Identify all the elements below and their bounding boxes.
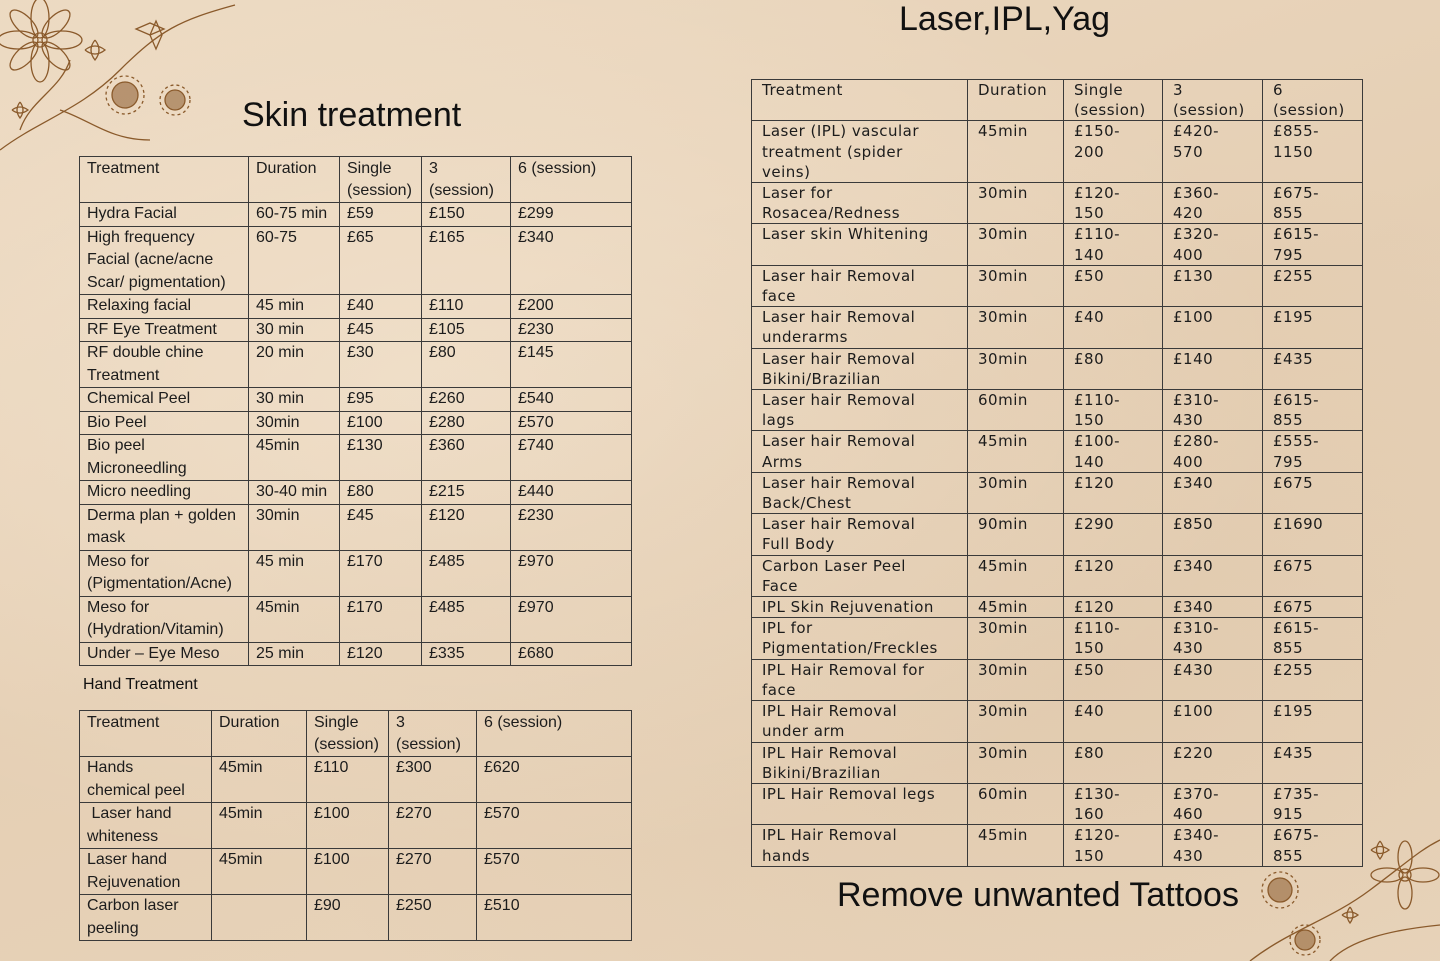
cell-duration: 30min xyxy=(249,411,340,435)
cell-treatment: IPL for Pigmentation/Freckles xyxy=(752,618,968,659)
laser-ipl-yag-heading: Laser,IPL,Yag xyxy=(899,0,1111,38)
cell-three-sessions: £105 xyxy=(422,318,511,342)
table-header-row xyxy=(80,157,632,203)
table-row xyxy=(752,825,1363,866)
table-row xyxy=(80,550,632,596)
cell-three-sessions: £270 xyxy=(389,849,477,895)
table-row xyxy=(752,555,1363,596)
cell-duration: 45min xyxy=(968,121,1064,183)
cell-single-session: £50 xyxy=(1064,659,1163,700)
cell-single-session: £120 xyxy=(340,642,422,666)
cell-treatment: Under – Eye Meso xyxy=(80,642,249,666)
cell-single-session: £120- 150 xyxy=(1064,183,1163,224)
table-row xyxy=(80,803,632,849)
cell-duration: 60min xyxy=(968,390,1064,431)
cell-six-sessions: £435 xyxy=(1263,348,1363,389)
cell-treatment: Derma plan + golden mask xyxy=(80,504,249,550)
cell-duration: 30-40 min xyxy=(249,481,340,505)
table-row xyxy=(752,514,1363,555)
cell-treatment: Carbon Laser Peel Face xyxy=(752,555,968,596)
table-row xyxy=(80,481,632,505)
cell-treatment: IPL Hair Removal legs xyxy=(752,783,968,824)
column-header-treatment: Treatment xyxy=(80,711,212,757)
cell-treatment: Meso for (Pigmentation/Acne) xyxy=(80,550,249,596)
cell-three-sessions: £100 xyxy=(1163,701,1263,742)
cell-duration: 45min xyxy=(968,825,1064,866)
cell-six-sessions: £570 xyxy=(477,849,632,895)
cell-single-session: £40 xyxy=(340,295,422,319)
cell-six-sessions: £675 xyxy=(1263,472,1363,513)
cell-six-sessions: £615- 795 xyxy=(1263,224,1363,265)
cell-duration: 30min xyxy=(968,618,1064,659)
cell-duration xyxy=(212,895,307,941)
cell-duration: 60-75 min xyxy=(249,203,340,227)
column-header-single-session: Single (session) xyxy=(1064,80,1163,121)
column-header-single-session: Single (session) xyxy=(340,157,422,203)
cell-single-session: £45 xyxy=(340,504,422,550)
cell-six-sessions: £735- 915 xyxy=(1263,783,1363,824)
cell-treatment: Laser hair Removal Full Body xyxy=(752,514,968,555)
cell-treatment: Bio Peel xyxy=(80,411,249,435)
cell-single-session: £65 xyxy=(340,226,422,295)
cell-single-session: £80 xyxy=(1064,348,1163,389)
cell-three-sessions: £165 xyxy=(422,226,511,295)
cell-single-session: £120- 150 xyxy=(1064,825,1163,866)
cell-six-sessions: £230 xyxy=(511,504,632,550)
cell-duration: 25 min xyxy=(249,642,340,666)
cell-duration: 45min xyxy=(212,849,307,895)
table-row xyxy=(752,659,1363,700)
cell-duration: 45min xyxy=(968,597,1064,618)
table-header-row xyxy=(752,80,1363,121)
cell-duration: 30 min xyxy=(249,318,340,342)
cell-six-sessions: £675- 855 xyxy=(1263,825,1363,866)
hand-treatment-heading: Hand Treatment xyxy=(83,676,198,693)
cell-single-session: £30 xyxy=(340,342,422,388)
cell-three-sessions: £360 xyxy=(422,435,511,481)
cell-three-sessions: £310- 430 xyxy=(1163,618,1263,659)
cell-six-sessions: £440 xyxy=(511,481,632,505)
cell-duration: 30min xyxy=(968,701,1064,742)
table-row xyxy=(752,307,1363,348)
cell-three-sessions: £130 xyxy=(1163,265,1263,306)
table-row xyxy=(80,295,632,319)
table-row xyxy=(752,431,1363,472)
cell-duration: 30min xyxy=(968,224,1064,265)
cell-duration: 45 min xyxy=(249,550,340,596)
cell-three-sessions: £340 xyxy=(1163,597,1263,618)
table-row xyxy=(752,783,1363,824)
table-row xyxy=(752,701,1363,742)
cell-treatment: Laser hair Removal lags xyxy=(752,390,968,431)
table-row xyxy=(752,224,1363,265)
cell-duration: 30min xyxy=(249,504,340,550)
cell-treatment: IPL Hair Removal hands xyxy=(752,825,968,866)
cell-six-sessions: £615- 855 xyxy=(1263,618,1363,659)
cell-single-session: £170 xyxy=(340,550,422,596)
skin-treatment-price-table xyxy=(79,156,632,666)
cell-six-sessions: £620 xyxy=(477,757,632,803)
cell-single-session: £170 xyxy=(340,596,422,642)
cell-three-sessions: £340 xyxy=(1163,472,1263,513)
cell-three-sessions: £310- 430 xyxy=(1163,390,1263,431)
cell-treatment: Relaxing facial xyxy=(80,295,249,319)
cell-six-sessions: £555- 795 xyxy=(1263,431,1363,472)
cell-three-sessions: £280 xyxy=(422,411,511,435)
cell-six-sessions: £200 xyxy=(511,295,632,319)
cell-duration: 90min xyxy=(968,514,1064,555)
column-header-duration: Duration xyxy=(212,711,307,757)
cell-duration: 60min xyxy=(968,783,1064,824)
cell-duration: 60-75 xyxy=(249,226,340,295)
table-row xyxy=(80,757,632,803)
table-row xyxy=(80,504,632,550)
column-header-duration: Duration xyxy=(249,157,340,203)
cell-six-sessions: £855- 1150 xyxy=(1263,121,1363,183)
cell-six-sessions: £680 xyxy=(511,642,632,666)
cell-treatment: Laser skin Whitening xyxy=(752,224,968,265)
cell-duration: 30 min xyxy=(249,388,340,412)
cell-duration: 30min xyxy=(968,742,1064,783)
column-header-three-sessions: 3 (session) xyxy=(422,157,511,203)
cell-duration: 45 min xyxy=(249,295,340,319)
table-row xyxy=(752,742,1363,783)
cell-single-session: £110- 150 xyxy=(1064,390,1163,431)
cell-three-sessions: £280- 400 xyxy=(1163,431,1263,472)
cell-duration: 30min xyxy=(968,183,1064,224)
column-header-three-sessions: 3 (session) xyxy=(389,711,477,757)
cell-single-session: £80 xyxy=(340,481,422,505)
cell-single-session: £80 xyxy=(1064,742,1163,783)
table-row xyxy=(752,597,1363,618)
cell-six-sessions: £675- 855 xyxy=(1263,183,1363,224)
table-row xyxy=(80,411,632,435)
cell-six-sessions: £435 xyxy=(1263,742,1363,783)
cell-three-sessions: £270 xyxy=(389,803,477,849)
cell-treatment: Meso for (Hydration/Vitamin) xyxy=(80,596,249,642)
hand-treatment-price-table xyxy=(79,710,632,941)
cell-treatment: Hands chemical peel xyxy=(80,757,212,803)
table-row xyxy=(80,895,632,941)
cell-three-sessions: £215 xyxy=(422,481,511,505)
cell-treatment: Laser for Rosacea/Redness xyxy=(752,183,968,224)
table-row xyxy=(752,265,1363,306)
cell-treatment: Hydra Facial xyxy=(80,203,249,227)
cell-single-session: £45 xyxy=(340,318,422,342)
cell-treatment: Laser hand Rejuvenation xyxy=(80,849,212,895)
floral-decoration-top-left xyxy=(0,0,240,170)
cell-three-sessions: £850 xyxy=(1163,514,1263,555)
cell-duration: 45min xyxy=(212,757,307,803)
cell-six-sessions: £145 xyxy=(511,342,632,388)
cell-duration: 20 min xyxy=(249,342,340,388)
cell-single-session: £100 xyxy=(340,411,422,435)
cell-duration: 45min xyxy=(968,431,1064,472)
laser-ipl-yag-price-table xyxy=(751,79,1363,867)
cell-three-sessions: £485 xyxy=(422,550,511,596)
cell-treatment: Bio peel Microneedling xyxy=(80,435,249,481)
cell-treatment: Micro needling xyxy=(80,481,249,505)
cell-six-sessions: £970 xyxy=(511,596,632,642)
cell-six-sessions: £195 xyxy=(1263,307,1363,348)
cell-three-sessions: £300 xyxy=(389,757,477,803)
cell-duration: 30min xyxy=(968,659,1064,700)
cell-single-session: £110- 150 xyxy=(1064,618,1163,659)
cell-six-sessions: £299 xyxy=(511,203,632,227)
table-row xyxy=(752,348,1363,389)
cell-three-sessions: £120 xyxy=(422,504,511,550)
column-header-duration: Duration xyxy=(968,80,1064,121)
table-row xyxy=(752,390,1363,431)
cell-single-session: £50 xyxy=(1064,265,1163,306)
column-header-six-sessions: 6 (session) xyxy=(511,157,632,203)
cell-single-session: £150- 200 xyxy=(1064,121,1163,183)
cell-treatment: Laser hair Removal Arms xyxy=(752,431,968,472)
cell-treatment: Laser (IPL) vascular treatment (spider veins) xyxy=(752,121,968,183)
cell-treatment: IPL Hair Removal Bikini/Brazilian xyxy=(752,742,968,783)
cell-duration: 30min xyxy=(968,472,1064,513)
table-row xyxy=(752,121,1363,183)
cell-single-session: £40 xyxy=(1064,307,1163,348)
column-header-six-sessions: 6 (session) xyxy=(477,711,632,757)
cell-treatment: Laser hair Removal Bikini/Brazilian xyxy=(752,348,968,389)
table-row xyxy=(752,472,1363,513)
cell-six-sessions: £540 xyxy=(511,388,632,412)
column-header-treatment: Treatment xyxy=(80,157,249,203)
cell-three-sessions: £320- 400 xyxy=(1163,224,1263,265)
cell-single-session: £100 xyxy=(307,849,389,895)
cell-three-sessions: £370- 460 xyxy=(1163,783,1263,824)
cell-six-sessions: £1690 xyxy=(1263,514,1363,555)
cell-six-sessions: £675 xyxy=(1263,597,1363,618)
cell-six-sessions: £740 xyxy=(511,435,632,481)
cell-six-sessions: £970 xyxy=(511,550,632,596)
cell-six-sessions: £570 xyxy=(477,803,632,849)
cell-treatment: IPL Hair Removal for face xyxy=(752,659,968,700)
table-row xyxy=(80,318,632,342)
cell-treatment: RF Eye Treatment xyxy=(80,318,249,342)
cell-six-sessions: £255 xyxy=(1263,265,1363,306)
table-row xyxy=(752,618,1363,659)
cell-three-sessions: £140 xyxy=(1163,348,1263,389)
table-row xyxy=(80,435,632,481)
cell-single-session: £120 xyxy=(1064,555,1163,596)
cell-three-sessions: £340- 430 xyxy=(1163,825,1263,866)
table-row xyxy=(80,388,632,412)
cell-treatment: Laser hair Removal Back/Chest xyxy=(752,472,968,513)
table-row xyxy=(80,642,632,666)
cell-single-session: £100 xyxy=(307,803,389,849)
cell-single-session: £100- 140 xyxy=(1064,431,1163,472)
column-header-six-sessions: 6 (session) xyxy=(1263,80,1363,121)
cell-three-sessions: £220 xyxy=(1163,742,1263,783)
cell-six-sessions: £615- 855 xyxy=(1263,390,1363,431)
cell-treatment: IPL Hair Removal under arm xyxy=(752,701,968,742)
tattoo-removal-heading: Remove unwanted Tattoos xyxy=(837,876,1239,914)
cell-duration: 30min xyxy=(968,265,1064,306)
cell-three-sessions: £335 xyxy=(422,642,511,666)
cell-single-session: £290 xyxy=(1064,514,1163,555)
cell-three-sessions: £485 xyxy=(422,596,511,642)
cell-three-sessions: £430 xyxy=(1163,659,1263,700)
cell-treatment: Laser hair Removal underarms xyxy=(752,307,968,348)
cell-duration: 45min xyxy=(968,555,1064,596)
table-row xyxy=(80,226,632,295)
cell-single-session: £110- 140 xyxy=(1064,224,1163,265)
cell-three-sessions: £80 xyxy=(422,342,511,388)
cell-three-sessions: £110 xyxy=(422,295,511,319)
cell-six-sessions: £195 xyxy=(1263,701,1363,742)
cell-single-session: £120 xyxy=(1064,472,1163,513)
cell-six-sessions: £255 xyxy=(1263,659,1363,700)
cell-single-session: £130 xyxy=(340,435,422,481)
table-row xyxy=(752,183,1363,224)
cell-duration: 30min xyxy=(968,307,1064,348)
cell-three-sessions: £260 xyxy=(422,388,511,412)
cell-three-sessions: £150 xyxy=(422,203,511,227)
cell-six-sessions: £230 xyxy=(511,318,632,342)
cell-single-session: £130- 160 xyxy=(1064,783,1163,824)
column-header-single-session: Single (session) xyxy=(307,711,389,757)
table-row xyxy=(80,203,632,227)
table-row xyxy=(80,342,632,388)
table-row xyxy=(80,849,632,895)
cell-single-session: £110 xyxy=(307,757,389,803)
cell-six-sessions: £570 xyxy=(511,411,632,435)
cell-three-sessions: £250 xyxy=(389,895,477,941)
cell-three-sessions: £340 xyxy=(1163,555,1263,596)
table-header-row xyxy=(80,711,632,757)
cell-treatment: Laser hand whiteness xyxy=(80,803,212,849)
cell-duration: 45min xyxy=(212,803,307,849)
cell-single-session: £40 xyxy=(1064,701,1163,742)
cell-treatment: Laser hair Removal face xyxy=(752,265,968,306)
cell-treatment: High frequency Facial (acne/acne Scar/ pigmentation) xyxy=(80,226,249,295)
cell-treatment: RF double chine Treatment xyxy=(80,342,249,388)
cell-duration: 45min xyxy=(249,435,340,481)
cell-duration: 30min xyxy=(968,348,1064,389)
cell-six-sessions: £675 xyxy=(1263,555,1363,596)
skin-treatment-heading: Skin treatment xyxy=(242,96,462,134)
cell-three-sessions: £360- 420 xyxy=(1163,183,1263,224)
cell-single-session: £95 xyxy=(340,388,422,412)
cell-treatment: IPL Skin Rejuvenation xyxy=(752,597,968,618)
column-header-treatment: Treatment xyxy=(752,80,968,121)
cell-six-sessions: £510 xyxy=(477,895,632,941)
cell-treatment: Carbon laser peeling xyxy=(80,895,212,941)
cell-single-session: £120 xyxy=(1064,597,1163,618)
cell-three-sessions: £100 xyxy=(1163,307,1263,348)
cell-single-session: £90 xyxy=(307,895,389,941)
table-row xyxy=(80,596,632,642)
cell-six-sessions: £340 xyxy=(511,226,632,295)
column-header-three-sessions: 3 (session) xyxy=(1163,80,1263,121)
cell-duration: 45min xyxy=(249,596,340,642)
cell-three-sessions: £420- 570 xyxy=(1163,121,1263,183)
cell-single-session: £59 xyxy=(340,203,422,227)
cell-treatment: Chemical Peel xyxy=(80,388,249,412)
